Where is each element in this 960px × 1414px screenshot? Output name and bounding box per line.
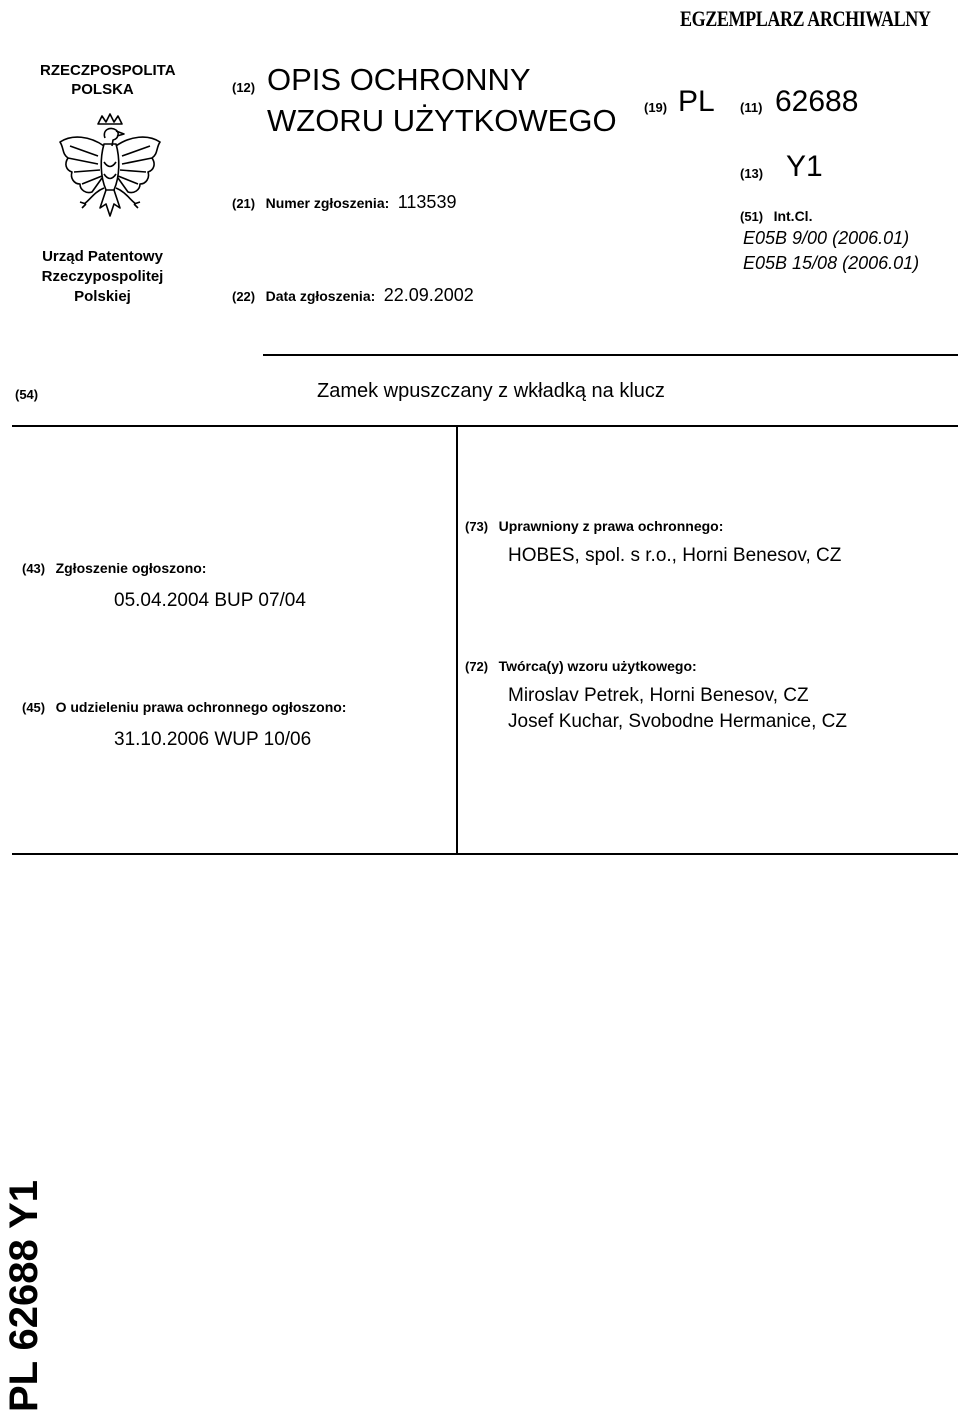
country-code-value: PL xyxy=(678,85,715,118)
holder-label: Uprawniony z prawa ochronnego: xyxy=(498,518,724,534)
publication-label: Zgłoszenie ogłoszono: xyxy=(55,560,207,576)
int-cl-entry: E05B 15/08 (2006.01) xyxy=(743,253,920,273)
office-line-2: Rzeczypospolitej xyxy=(41,268,164,285)
doc-type-code: (12) xyxy=(232,80,256,95)
office-line-3: Polskiej xyxy=(74,288,131,305)
publication-value: 05.04.2004 BUP 07/04 xyxy=(114,590,306,611)
title-code: (54) xyxy=(15,387,39,402)
filing-date-label: Data zgłoszenia: xyxy=(265,288,376,304)
grant-label: O udzieleniu prawa ochronnego ogłoszono: xyxy=(55,699,347,715)
country-code-label: (19) xyxy=(644,100,668,115)
document-number-value: 62688 xyxy=(775,85,859,118)
filing-date xyxy=(232,285,474,306)
int-cl-label: Int.Cl. xyxy=(773,208,813,224)
grant-code: (45) xyxy=(22,700,46,715)
document-number-code: (11) xyxy=(740,100,763,115)
int-cl-entry: E05B 9/00 (2006.01) xyxy=(743,228,910,248)
creators-code: (72) xyxy=(465,659,489,674)
country-line-1: RZECZPOSPOLITA xyxy=(40,62,176,79)
holder-value: HOBES, spol. s r.o., Horni Benesov, CZ xyxy=(508,545,842,566)
title-divider xyxy=(12,425,958,427)
office-line-1: Urząd Patentowy xyxy=(42,248,163,265)
polish-eagle-emblem-icon xyxy=(50,112,170,232)
doc-type-line-2: WZORU UŻYTKOWEGO xyxy=(267,103,617,138)
document-kind-value: Y1 xyxy=(786,150,823,183)
application-number xyxy=(232,192,456,213)
application-number-label: Numer zgłoszenia: xyxy=(265,195,390,211)
creators-label: Twórca(y) wzoru użytkowego: xyxy=(498,658,697,674)
spine-label: PL 62688 Y1 xyxy=(2,1179,46,1412)
application-number-value: 113539 xyxy=(397,192,457,212)
header-divider xyxy=(263,354,958,356)
bottom-divider xyxy=(12,853,958,855)
utility-model-title: Zamek wpuszczany z wkładką na klucz xyxy=(317,380,665,402)
filing-date-code: (22) xyxy=(232,289,256,304)
int-cl-code: (51) xyxy=(740,209,764,224)
creator-name: Miroslav Petrek, Horni Benesov, CZ xyxy=(508,685,809,706)
filing-date-value: 22.09.2002 xyxy=(383,285,474,305)
archive-stamp: EGZEMPLARZ ARCHIWALNY xyxy=(679,6,930,31)
application-number-code: (21) xyxy=(232,196,256,211)
doc-type-line-1: OPIS OCHRONNY xyxy=(267,62,531,97)
country-line-2: POLSKA xyxy=(71,81,134,98)
holder-code: (73) xyxy=(465,519,489,534)
creator-name: Josef Kuchar, Svobodne Hermanice, CZ xyxy=(508,711,848,732)
column-divider xyxy=(456,425,458,855)
publication-code: (43) xyxy=(22,561,46,576)
grant-value: 31.10.2006 WUP 10/06 xyxy=(114,729,312,750)
document-kind-code: (13) xyxy=(740,166,764,181)
